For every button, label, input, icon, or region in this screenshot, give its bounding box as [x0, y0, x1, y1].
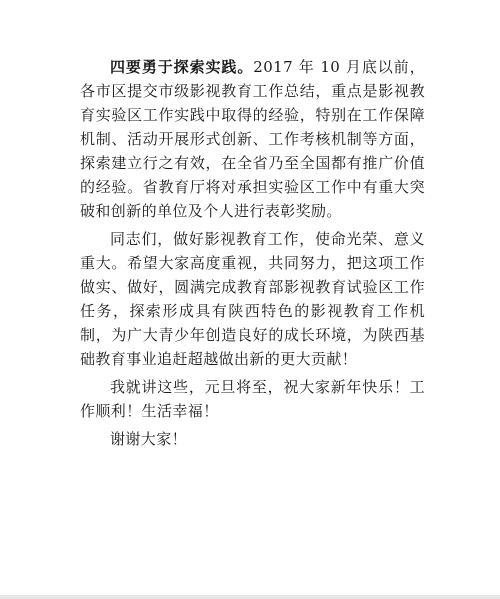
page-bottom-edge [0, 595, 500, 599]
paragraph-text: 2017 年 10 月底以前，各市区提交市级影视教育工作总结，重点是影视教育实验区工作实践中取得的经验，特别在工作保障机制、活动开展形式创新、工作考核机制等方面，探索建立行之有效，在全省乃至全国都有推广价值的经验。省教育厅将对承担实验区工作中有重大突破和创新的单位及个人进行表彰奖励。 [80, 58, 425, 220]
paragraph-text: 我就讲这些，元旦将至，祝大家新年快乐！工作顺利！生活幸福！ [80, 378, 425, 420]
paragraph-text: 同志们，做好影视教育工作，使命光荣、意义重大。希望大家高度重视，共同努力，把这项工作做实、做好，圆满完成教育部影视教育试验区工作任务，探索形成具有陕西特色的影视教育工作机制，为广大青少年创造良好的成长环境，为陕西基础教育事业追赶超越做出新的更大贡献！ [80, 230, 425, 368]
document-body [80, 55, 425, 451]
paragraph-new-year-wishes [80, 375, 425, 423]
paragraph-exploration-practice [80, 55, 425, 223]
paragraph-text: 谢谢大家！ [110, 430, 188, 448]
paragraph-lead-heading: 四要勇于探索实践。 [110, 58, 254, 76]
paragraph-call-to-action [80, 227, 425, 371]
paragraph-thanks [80, 427, 425, 451]
